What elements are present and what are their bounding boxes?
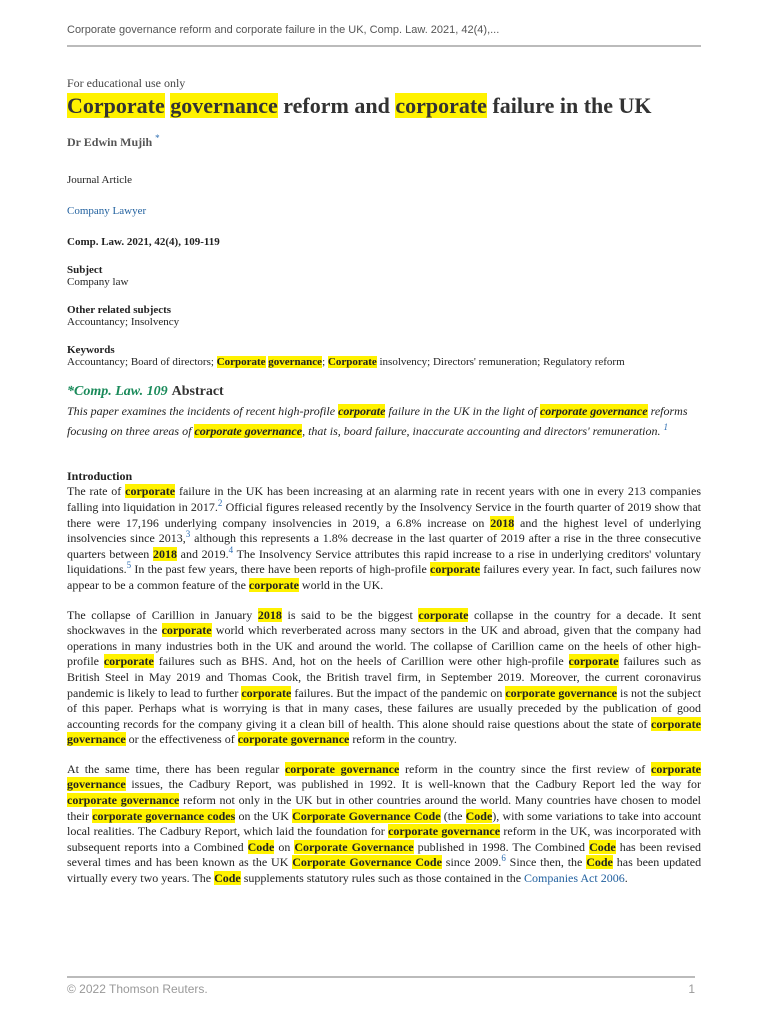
text-segment: failures. But the impact of the pandemic on (294, 685, 503, 700)
abstract-highlight: corporate governance (194, 424, 303, 439)
text-segment: is not the subject of this paper. Perhaps what is worrying is that in many cases, these failures are usually preceded by the publication of good accounting records for the company giving it a clean bill of health. This alone should raise questions about the state of (67, 685, 702, 731)
abstract-segment: reforms focusing on three areas of (67, 404, 688, 439)
highlight: corporate (568, 654, 619, 669)
text-segment: failures every year. In fact, such failures now appear to be a common feature of the (67, 562, 701, 592)
abstract-highlight: corporate governance (539, 404, 648, 419)
highlight: corporate governance (67, 761, 701, 792)
footnote-link[interactable]: 4 (228, 544, 234, 555)
text-segment: on the UK (238, 808, 289, 823)
text-segment: issues, the Cadbury Report, was published in 1992. It is well-known that the Cadbury Report led the way for (131, 777, 701, 792)
companies-act-link[interactable]: Companies Act 2006 (524, 871, 625, 886)
text-segment: is said to be the biggest (287, 607, 413, 622)
keyword-text: Accountancy; Board of directors; (67, 356, 214, 369)
related-subjects-value: Accountancy; Insolvency (67, 316, 180, 329)
subject-block (67, 264, 701, 288)
highlight: Code (586, 855, 613, 870)
footnote-link[interactable]: 2 (217, 497, 223, 508)
highlight: corporate governance (388, 824, 501, 839)
text-segment: Official figures released recently by the Insolvency Service in the fourth quarter of 2019 show that there were 17,196 underlying company insolvencies in 2019, a 6.8% increase on (67, 499, 702, 530)
page-number: 1 (688, 982, 695, 996)
author-name: Dr Edwin Mujih (67, 135, 153, 150)
keyword-highlight: Corporate (216, 356, 266, 369)
citation: Comp. Law. 2021, 42(4), 109-119 (67, 236, 220, 249)
abstract-segment: failure in the UK in the light of (388, 404, 537, 419)
related-subjects-label: Other related subjects (67, 304, 172, 317)
page-footer (67, 976, 695, 996)
text-segment: since 2009. (445, 855, 502, 870)
text-segment: collapse in the country for a decade. It sent shockwaves in the (67, 607, 702, 638)
running-header (67, 24, 701, 47)
text-segment: Since then, the (509, 855, 583, 870)
text-segment: reform not only in the UK but in other countries around the world. Many countries have chosen to model their (67, 793, 701, 823)
title-highlight: Corporate (67, 93, 165, 118)
highlight: corporate (418, 607, 469, 622)
highlight: corporate governance (505, 685, 617, 700)
text-segment: failure in the UK has been increasing at an alarming rate in recent years with one in every 213 companies falling into liquidation in 2017. (67, 484, 702, 514)
text-segment: world in the UK. (301, 577, 384, 592)
text-segment: failures such as British Steel in May 2019 and Thomas Cook, the British travel firm, in September 2019. Moreover, the current coronavirus pandemic is likely to lead to further (67, 654, 702, 700)
highlight: corporate (248, 577, 299, 592)
text-segment: reform in the country. (352, 732, 457, 747)
keyword-text: insolvency; Directors' remuneration; Regulatory reform (379, 356, 625, 369)
text-segment: ), with some variations to take into account local realities. The Cadbury Report, which laid the foundation for (67, 808, 702, 839)
highlight: corporate (241, 685, 292, 700)
title-highlight: governance (170, 93, 278, 118)
text-segment: published in 1998. The Combined (417, 839, 586, 854)
text-segment: has been revised several times and has been known as the UK (67, 839, 702, 870)
highlight: corporate (125, 484, 176, 499)
highlight: corporate governance (237, 732, 350, 747)
footnote-link[interactable]: 6 (501, 853, 506, 864)
abstract-text (67, 401, 701, 441)
highlight: 2018 (257, 607, 282, 622)
text-segment: The collapse of Carillion in January (67, 607, 253, 622)
document-type: Journal Article (67, 174, 133, 187)
text-segment: reform in the country since the first review of (405, 761, 646, 776)
keyword-text: ; (322, 356, 326, 369)
text-segment: failures such as BHS. And, hot on the heels of Carillion were other high-profile (158, 654, 564, 669)
intro-paragraph-3 (67, 762, 701, 887)
title-text: failure in the UK (492, 93, 652, 118)
abstract-highlight: corporate (338, 404, 386, 419)
highlight: corporate governance codes (92, 808, 236, 823)
abstract-title: Abstract (171, 384, 224, 400)
highlight: Code (214, 871, 241, 886)
footnote-link[interactable]: 5 (126, 560, 132, 571)
text-segment: In the past few years, there have been reports of high-profile (134, 562, 427, 577)
intro-paragraph-2 (67, 608, 701, 748)
highlight: corporate governance (284, 761, 400, 776)
text-segment: and the highest level of underlying insolvencies since 2013, (67, 515, 702, 546)
text-segment: The Insolvency Service attributes this rapid increase to a rise in underlying creditors' voluntary liquidations. (67, 546, 701, 577)
text-segment: and 2019. (180, 546, 229, 561)
highlight: Corporate Governance Code (292, 808, 441, 823)
author-footnote-marker[interactable]: * (155, 133, 160, 144)
text-segment: reform in the UK, was incorporated with subsequent reports into a Combined (67, 824, 701, 854)
text-segment: (the (443, 808, 463, 823)
title-text: reform and (283, 93, 390, 118)
highlight: corporate governance (67, 793, 180, 808)
document-body (67, 76, 701, 887)
author-line (67, 133, 701, 150)
keywords-label: Keywords (67, 344, 115, 357)
keywords-value (67, 356, 701, 368)
text-segment: supplements statutory rules such as those contained in the (243, 871, 522, 886)
running-title: Corporate governance reform and corporate failure in the UK, Comp. Law. 2021, 42(4),... (67, 24, 500, 36)
keyword-highlight: Corporate (327, 356, 377, 369)
title-highlight: corporate (395, 93, 487, 118)
related-subjects-block (67, 304, 701, 328)
educational-use-note: For educational use only (67, 76, 186, 90)
subject-value: Company law (67, 276, 129, 289)
page-reference: *Comp. Law. 109 (67, 384, 168, 400)
text-segment: The rate of (67, 484, 122, 499)
abstract-segment: , that is, board failure, inaccurate accounting and directors' remuneration. (302, 424, 661, 439)
highlight: Corporate Governance (294, 839, 414, 854)
text-segment: on (278, 839, 291, 854)
keyword-highlight: governance (268, 356, 323, 369)
abstract-heading (67, 384, 701, 400)
introduction-heading: Introduction (67, 469, 133, 484)
text-segment: although this represents a 1.8% decrease in the last quarter of 2019 after a rise in the three consecutive quarters between (67, 531, 701, 561)
footnote-link[interactable]: 3 (185, 529, 191, 540)
subject-label: Subject (67, 264, 103, 277)
abstract-segment: This paper examines the incidents of recent high-profile (67, 404, 336, 419)
document-title (67, 93, 701, 119)
intro-paragraph-1 (67, 484, 701, 593)
copyright-notice: © 2022 Thomson Reuters. (67, 982, 208, 996)
journal-link[interactable]: Company Lawyer (67, 205, 147, 218)
text-segment: or the effectiveness of (128, 732, 235, 747)
highlight: corporate (161, 623, 212, 638)
highlight: 2018 (152, 546, 177, 561)
text-segment: has been updated virtually every two years. The (67, 855, 702, 886)
keywords-block (67, 344, 701, 368)
highlight: 2018 (490, 515, 515, 530)
highlight: Corporate Governance Code (292, 855, 442, 870)
text-segment: At the same time, there has been regular (67, 761, 280, 776)
footnote-link[interactable]: 1 (663, 422, 669, 433)
highlight: Code (465, 808, 493, 823)
highlight: corporate (430, 562, 480, 577)
highlight: corporate governance (67, 716, 701, 747)
highlight: Code (589, 839, 616, 854)
text-segment: world which reverberated across many sectors in the UK and abroad, given that the company had operations in many industries both in the UK and around the world. The collapse of Carillion came on the heels of other high-profile (67, 623, 701, 669)
text-segment: . (624, 871, 628, 886)
highlight: corporate (103, 654, 154, 669)
highlight: Code (247, 839, 275, 854)
